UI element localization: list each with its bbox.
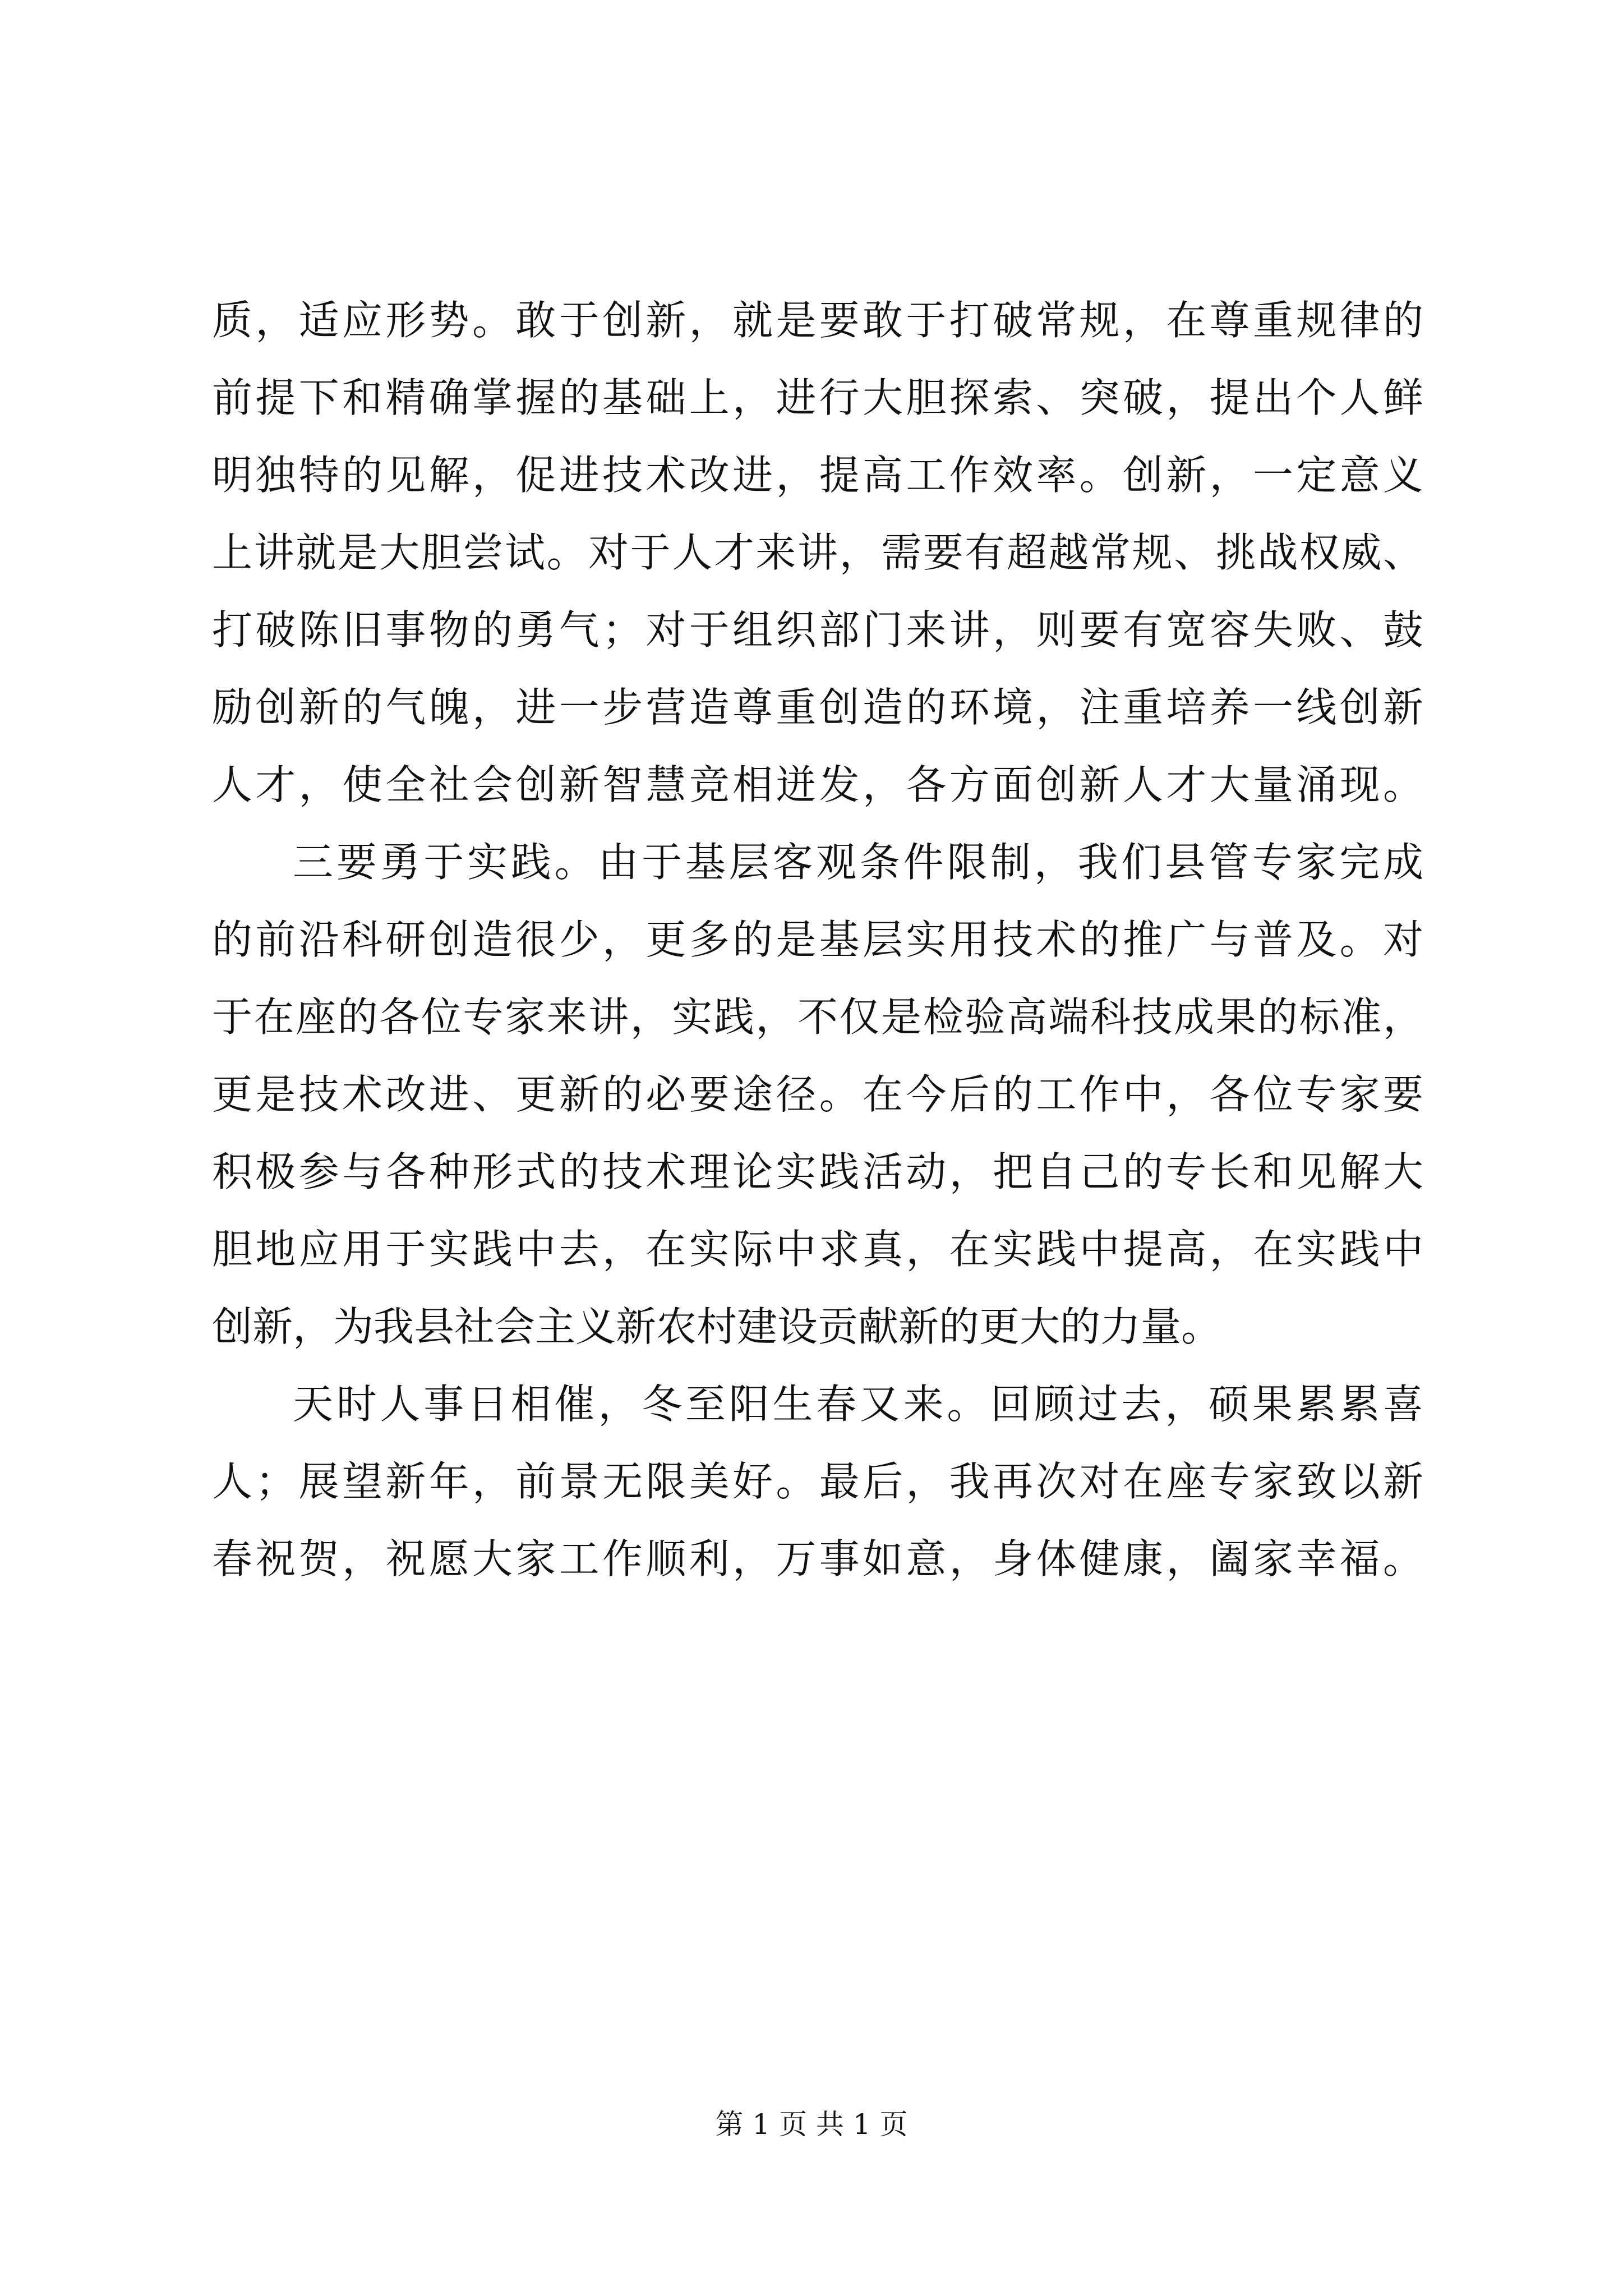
paragraph-1-line-3: 明独特的见解，促进技术改进，提高工作效率。创新，一定意义 [212, 452, 1423, 499]
paragraph-2-line-6: 胆地应用于实践中去，在实际中求真，在实践中提高，在实践中 [212, 1226, 1423, 1273]
paragraph-2-line-4: 更是技术改进、更新的必要途径。在今后的工作中，各位专家要 [212, 1071, 1423, 1118]
paragraph-2-line-2: 的前沿科研创造很少，更多的是基层实用技术的推广与普及。对 [212, 916, 1423, 963]
paragraph-1-line-4: 上讲就是大胆尝试。对于人才来讲，需要有超越常规、挑战权威、 [212, 529, 1423, 576]
paragraph-1-line-7: 人才，使全社会创新智慧竞相迸发，各方面创新人才大量涌现。 [212, 761, 1423, 808]
paragraph-1-line-5: 打破陈旧事物的勇气；对于组织部门来讲，则要有宽容失败、鼓 [212, 606, 1423, 654]
paragraph-3-line-3: 春祝贺，祝愿大家工作顺利，万事如意，身体健康，阖家幸福。 [212, 1535, 1423, 1582]
paragraph-1-line-1: 质，适应形势。敢于创新，就是要敢于打破常规，在尊重规律的 [212, 297, 1423, 344]
paragraph-2-line-1: 三要勇于实践。由于基层客观条件限制，我们县管专家完成 [293, 839, 1423, 886]
paragraph-2-line-7: 创新，为我县社会主义新农村建设贡献新的更大的力量。 [212, 1303, 1222, 1350]
paragraph-2-line-5: 积极参与各种形式的技术理论实践活动，把自己的专长和见解大 [212, 1148, 1423, 1195]
page-number-footer: 第 1 页 共 1 页 [715, 2108, 908, 2141]
paragraph-3-line-2: 人；展望新年，前景无限美好。最后，我再次对在座专家致以新 [212, 1458, 1423, 1505]
paragraph-2-line-3: 于在座的各位专家来讲，实践，不仅是检验高端科技成果的标准， [212, 993, 1423, 1041]
paragraph-1-line-2: 前提下和精确掌握的基础上，进行大胆探索、突破，提出个人鲜 [212, 374, 1423, 421]
paragraph-3-line-1: 天时人事日相催，冬至阳生春又来。回顾过去，硕果累累喜 [293, 1381, 1423, 1428]
document-body [212, 295, 1423, 1611]
paragraph-1-line-6: 励创新的气魄，进一步营造尊重创造的环境，注重培养一线创新 [212, 684, 1423, 731]
